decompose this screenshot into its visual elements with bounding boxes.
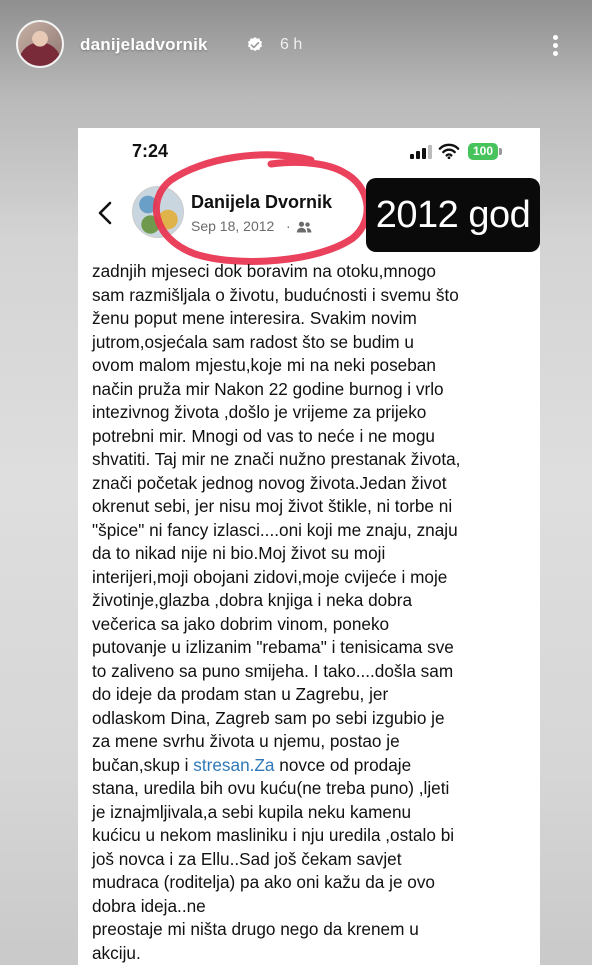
year-overlay-badge: 2012 god (366, 178, 540, 252)
wifi-icon (438, 142, 460, 160)
verified-badge-icon (246, 36, 264, 54)
post-body-part1: zadnjih mjeseci dok boravim na otoku,mnogo sam razmišljala o životu, budućnosti i svemu što ženu poput mene interesira. Svakim novim jutrom,osjećala sam radost što se budim u ovom malom mjestu,koje mi na neki poseban način pruža mir Nakon 22 godine burnog i vrlo intezivnog života ,došlo je vrijeme za prijeko potrebni mir. Mnogi od vas to neće i ne mogu shvatiti. Taj mir ne znači nužno prestanak života, znači početak jednog novog života.Jedan život okrenut sebi, jer nisu moj život štikle, ni torbe ni "špice" ni fancy izlasci....oni koji me znaju, znaju da to nikad nije ni bio.Moj život su moji interijeri,moji obojani zidovi,moje cvijeće i moje životinje,glazba ,dobra knjiga i neka dobra večerica sa jako dobrim vinom, poneko putovanje u izlizanim "rebama" i tenisicama sve to zaliveno sa puno smijeha. I tako....došla sam do ideje da prodam stan u Zagrebu, jer odlaskom Dina, Zagreb sam po sebi izgubio je za mene svrhu života u njemu, postao je bučan,skup i (92, 261, 461, 775)
avatar[interactable] (16, 20, 64, 68)
post-screenshot (78, 128, 540, 965)
cellular-signal-icon (410, 145, 432, 159)
battery-tip (499, 148, 502, 155)
battery-indicator: 100 (468, 143, 498, 160)
status-bar-time: 7:24 (132, 141, 169, 161)
post-body-part2: novce od prodaje stana, uredila bih ovu kuću(ne treba puno) ,ljeti je iznajmljivala,a sebi kupila neku kamenu kućicu u nekom masliniku i nju uredila ,ostalo bi još novca i za Ellu..Sad još čekam savjet mudraca (roditelja) pa ako oni kažu da je ovo dobra ideja..ne preostaje mi ništa drugo nego da krenem u akciju. (92, 754, 455, 963)
more-vertical-icon[interactable] (548, 32, 562, 62)
friends-icon (296, 221, 312, 233)
story-time-ago: 6 h (280, 36, 303, 53)
story-username[interactable]: danijeladvornik (80, 35, 208, 54)
back-chevron-icon[interactable] (96, 200, 114, 226)
post-author-name[interactable]: Danijela Dvornik (191, 192, 333, 212)
post-body-link[interactable]: stresan.Za (193, 754, 275, 775)
post-date[interactable]: Sep 18, 2012 (191, 218, 275, 234)
date-separator: · (286, 218, 291, 234)
story-header (0, 0, 592, 92)
post-author-avatar[interactable] (132, 186, 184, 238)
post-body-text (92, 260, 532, 965)
